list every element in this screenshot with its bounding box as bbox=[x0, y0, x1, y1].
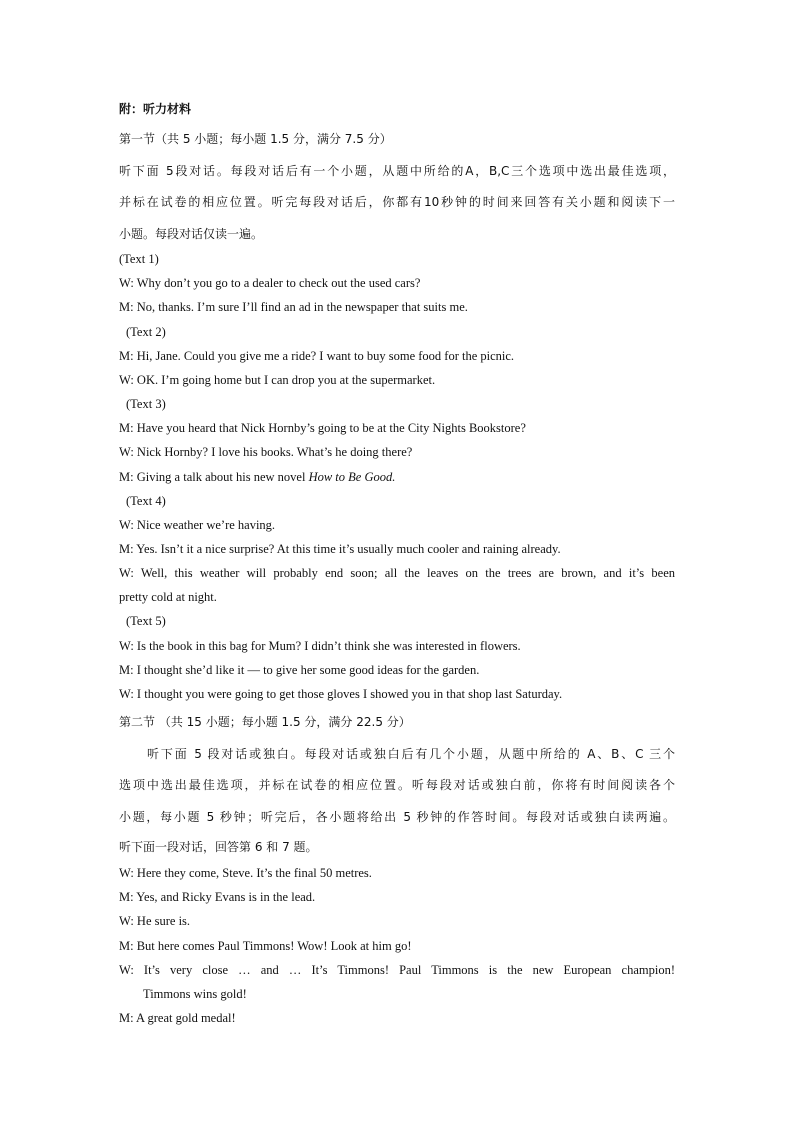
section2-title: 第二节 （共 15 小题；每小题 1.5 分，满分 22.5 分） bbox=[119, 715, 411, 729]
section1-instruction-line: 并标在试卷的相应位置。听完每段对话后，你都有10秒钟的时间来回答有关小题和阅读下一 bbox=[119, 195, 675, 209]
dialogue-line: M: But here comes Paul Timmons! Wow! Look at him go! bbox=[119, 939, 412, 953]
dialogue-line: M: Have you heard that Nick Hornby’s going to be at the City Nights Bookstore? bbox=[119, 421, 526, 435]
dialogue-line: M: No, thanks. I’m sure I’ll find an ad in the newspaper that suits me. bbox=[119, 300, 468, 314]
dialogue-line: M: A great gold medal! bbox=[119, 1011, 236, 1025]
section1-title: 第一节（共 5 小题；每小题 1.5 分，满分 7.5 分） bbox=[119, 132, 392, 146]
dialogue-line-continuation: Timmons wins gold! bbox=[143, 987, 247, 1001]
dialogue-line: M: Yes. Isn’t it a nice surprise? At this time it’s usually much cooler and raining already. bbox=[119, 542, 561, 556]
section2-instruction-line: 听下面 5 段对话或独白。每段对话或独白后有几个小题，从题中所给的 A、B、C 三个 bbox=[147, 747, 675, 761]
section2-prompt: 听下面一段对话，回答第 6 和 7 题。 bbox=[119, 840, 318, 854]
section1-instruction-line: 听下面 5段对话。每段对话后有一个小题，从题中所给的A，B,C三个选项中选出最佳选项， bbox=[119, 164, 675, 178]
section1-instruction-line: 小题。每段对话仅读一遍。 bbox=[119, 227, 264, 241]
dialogue-line: M: Yes, and Ricky Evans is in the lead. bbox=[119, 890, 316, 904]
text-label: (Text 1) bbox=[119, 252, 159, 266]
dialogue-line bbox=[119, 468, 675, 486]
dialogue-line: W: I thought you were going to get those gloves I showed you in that shop last Saturday. bbox=[119, 687, 563, 701]
text-label: (Text 5) bbox=[126, 614, 166, 628]
dialogue-line: W: Nick Hornby? I love his books. What’s he doing there? bbox=[119, 445, 413, 459]
dialogue-line: W: OK. I’m going home but I can drop you at the supermarket. bbox=[119, 373, 436, 387]
text-label: (Text 2) bbox=[126, 325, 166, 339]
dialogue-text: M: Giving a talk about his new novel bbox=[119, 470, 309, 484]
dialogue-line: M: Hi, Jane. Could you give me a ride? I want to buy some food for the picnic. bbox=[119, 349, 515, 363]
dialogue-line: M: I thought she’d like it — to give her some good ideas for the garden. bbox=[119, 663, 480, 677]
dialogue-line: W: Why don’t you go to a dealer to check out the used cars? bbox=[119, 276, 421, 290]
dialogue-line: W: Nice weather we’re having. bbox=[119, 518, 276, 532]
dialogue-line: W: Is the book in this bag for Mum? I didn’t think she was interested in flowers. bbox=[119, 639, 521, 653]
dialogue-line: W: It’s very close … and … It’s Timmons! Paul Timmons is the new European champion! bbox=[119, 963, 675, 977]
novel-title: How to Be Good. bbox=[308, 470, 396, 484]
dialogue-line: W: He sure is. bbox=[119, 914, 191, 928]
text-label: (Text 3) bbox=[126, 397, 166, 411]
text-label: (Text 4) bbox=[126, 494, 166, 508]
dialogue-line: W: Here they come, Steve. It’s the final 50 metres. bbox=[119, 866, 372, 880]
dialogue-line: W: Well, this weather will probably end soon; all the leaves on the trees are brown, and it’s been bbox=[119, 566, 675, 580]
section2-instruction-line: 小题，每小题 5 秒钟；听完后，各小题将给出 5 秒钟的作答时间。每段对话或独白读两遍。 bbox=[119, 810, 675, 824]
page-heading: 附：听力材料 bbox=[119, 102, 192, 116]
section2-instruction-line: 选项中选出最佳选项，并标在试卷的相应位置。听每段对话或独白前，你将有时间阅读各个 bbox=[119, 778, 675, 792]
dialogue-line: pretty cold at night. bbox=[119, 590, 217, 604]
